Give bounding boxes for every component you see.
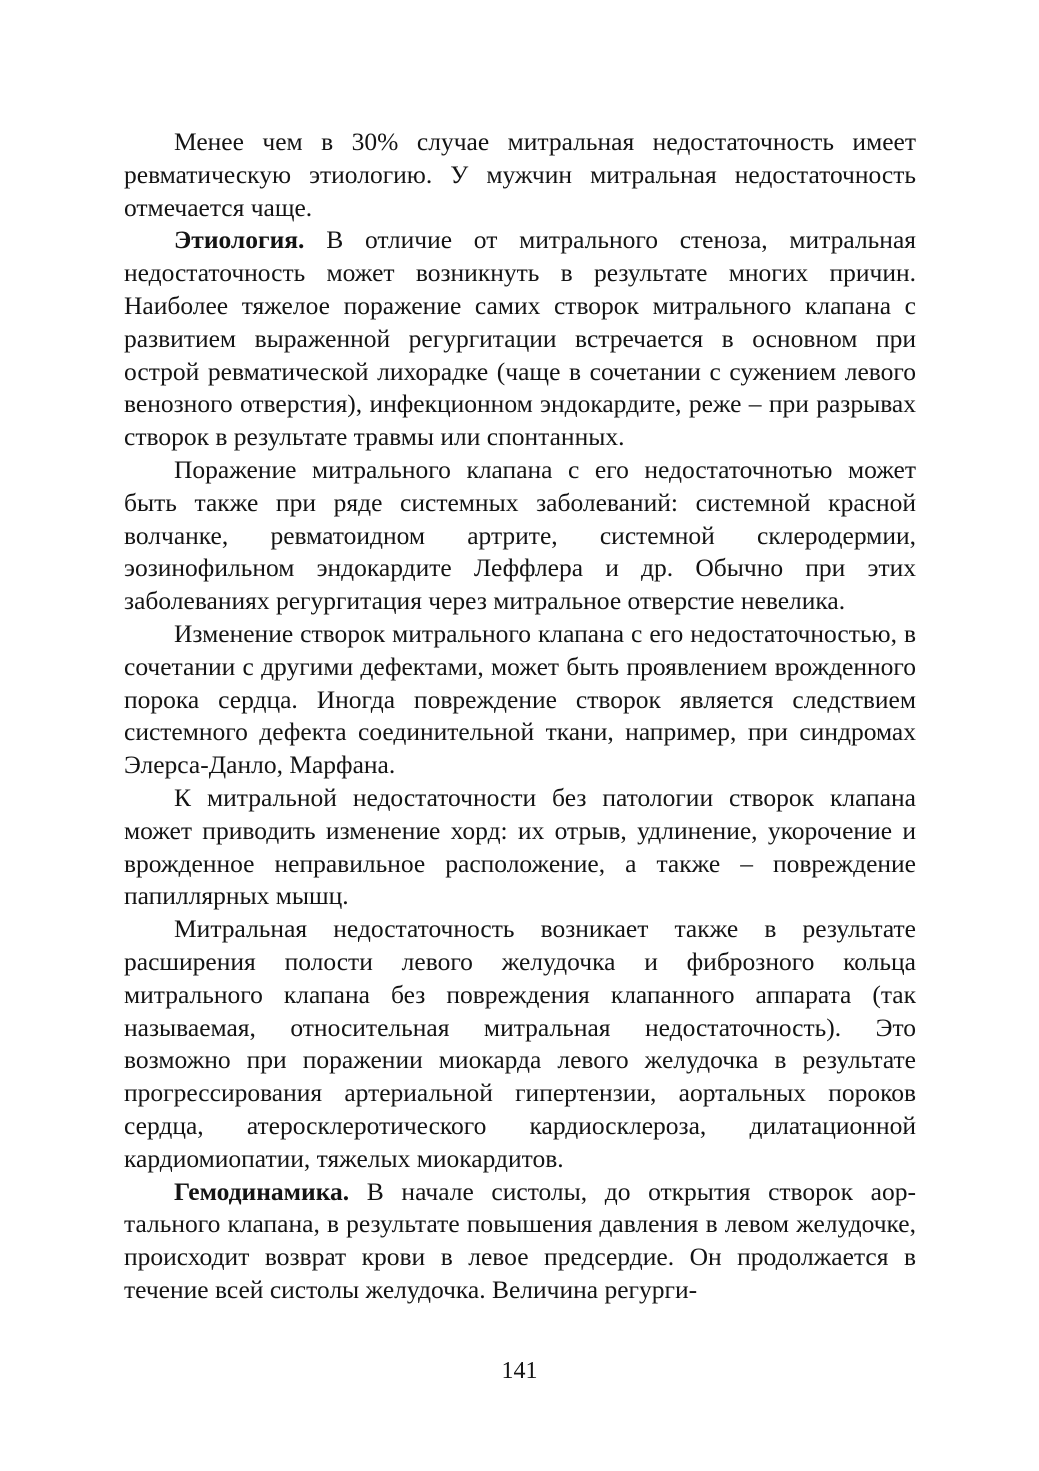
paragraph-relative-insufficiency [124,913,916,1175]
paragraph-text: Митральная недостаточность возникает также в результате расширения полости левого желудочка и фиброзного кольца митрального клапана без повреждения клапанного аппарата (так называемая, относительная митральная недостаточность). Это возможно при поражении миокарда левого желудочка в результате прогрессирования артериальной гипертензии, аортальных пороков сердца, атеросклеротического кардиосклероза, дилатационной кардиомиопатии, тяжелых миокардитов. [124,914,916,1173]
body-text [124,126,916,1307]
paragraph-text: Менее чем в 30% случае митральная недостаточность имеет ревматическую этиологию. У мужчин митральная недостаточность отмечается чаще. [124,127,916,222]
paragraph-intro [124,126,916,224]
paragraph-text: В начале систолы, до открытия створок аортального клапана, в результате повышения давления в левом желудочке, происходит возврат крови в левое предсердие. Он продолжается в течение всей систолы желудочка. Величина регурги- [124,1176,916,1304]
paragraph-text: Поражение митрального клапана с его недостаточнотью может быть также при ряде системных заболеваний: системной красной волчанке, ревматоидном артрите, системной склеродермии, эозинофильном эндокардите Леффлера и др. Обычно при этих заболеваниях регургитация через митральное отверстие невелика. [124,454,916,616]
paragraph-systemic-diseases [124,454,916,618]
paragraph-etiology [124,224,916,454]
paragraph-text: Изменение створок митрального клапана с его недостаточностью, в сочетании с другими дефектами, может быть проявлением врожденного порока сердца. Иногда повреждение створок является следствием системного дефекта соединительной ткани, например, при синдромах Элерса-Данло, Марфана. [124,618,916,780]
paragraph-chordae [124,782,916,913]
paragraph-text: К митральной недостаточности без патологии створок клапана может приводить изменение хорд: их отрыв, удлинение, укорочение и врожденное неправильное расположение, а также – повреждение папиллярных мышц. [124,782,916,911]
paragraph-congenital [124,618,916,782]
page-number: 141 [501,1358,538,1384]
paragraph-text: В отличие от митрального стеноза, митральная недостаточность может возникнуть в результате многих причин. Наиболее тяжелое поражение самих створок митрального клапана с развитием выраженной регургитации встречается в основном при острой ревматической лихорадке (чаще в сочетании с сужением левого венозного отверстия), инфекционном эндокардите, реже – при разрывах створок в результате травмы или спонтанных. [124,225,916,452]
section-heading-etiology: Этиология. [174,225,305,255]
section-heading-hemodynamics: Гемодинамика. [174,1176,350,1206]
paragraph-hemodynamics [124,1176,916,1307]
